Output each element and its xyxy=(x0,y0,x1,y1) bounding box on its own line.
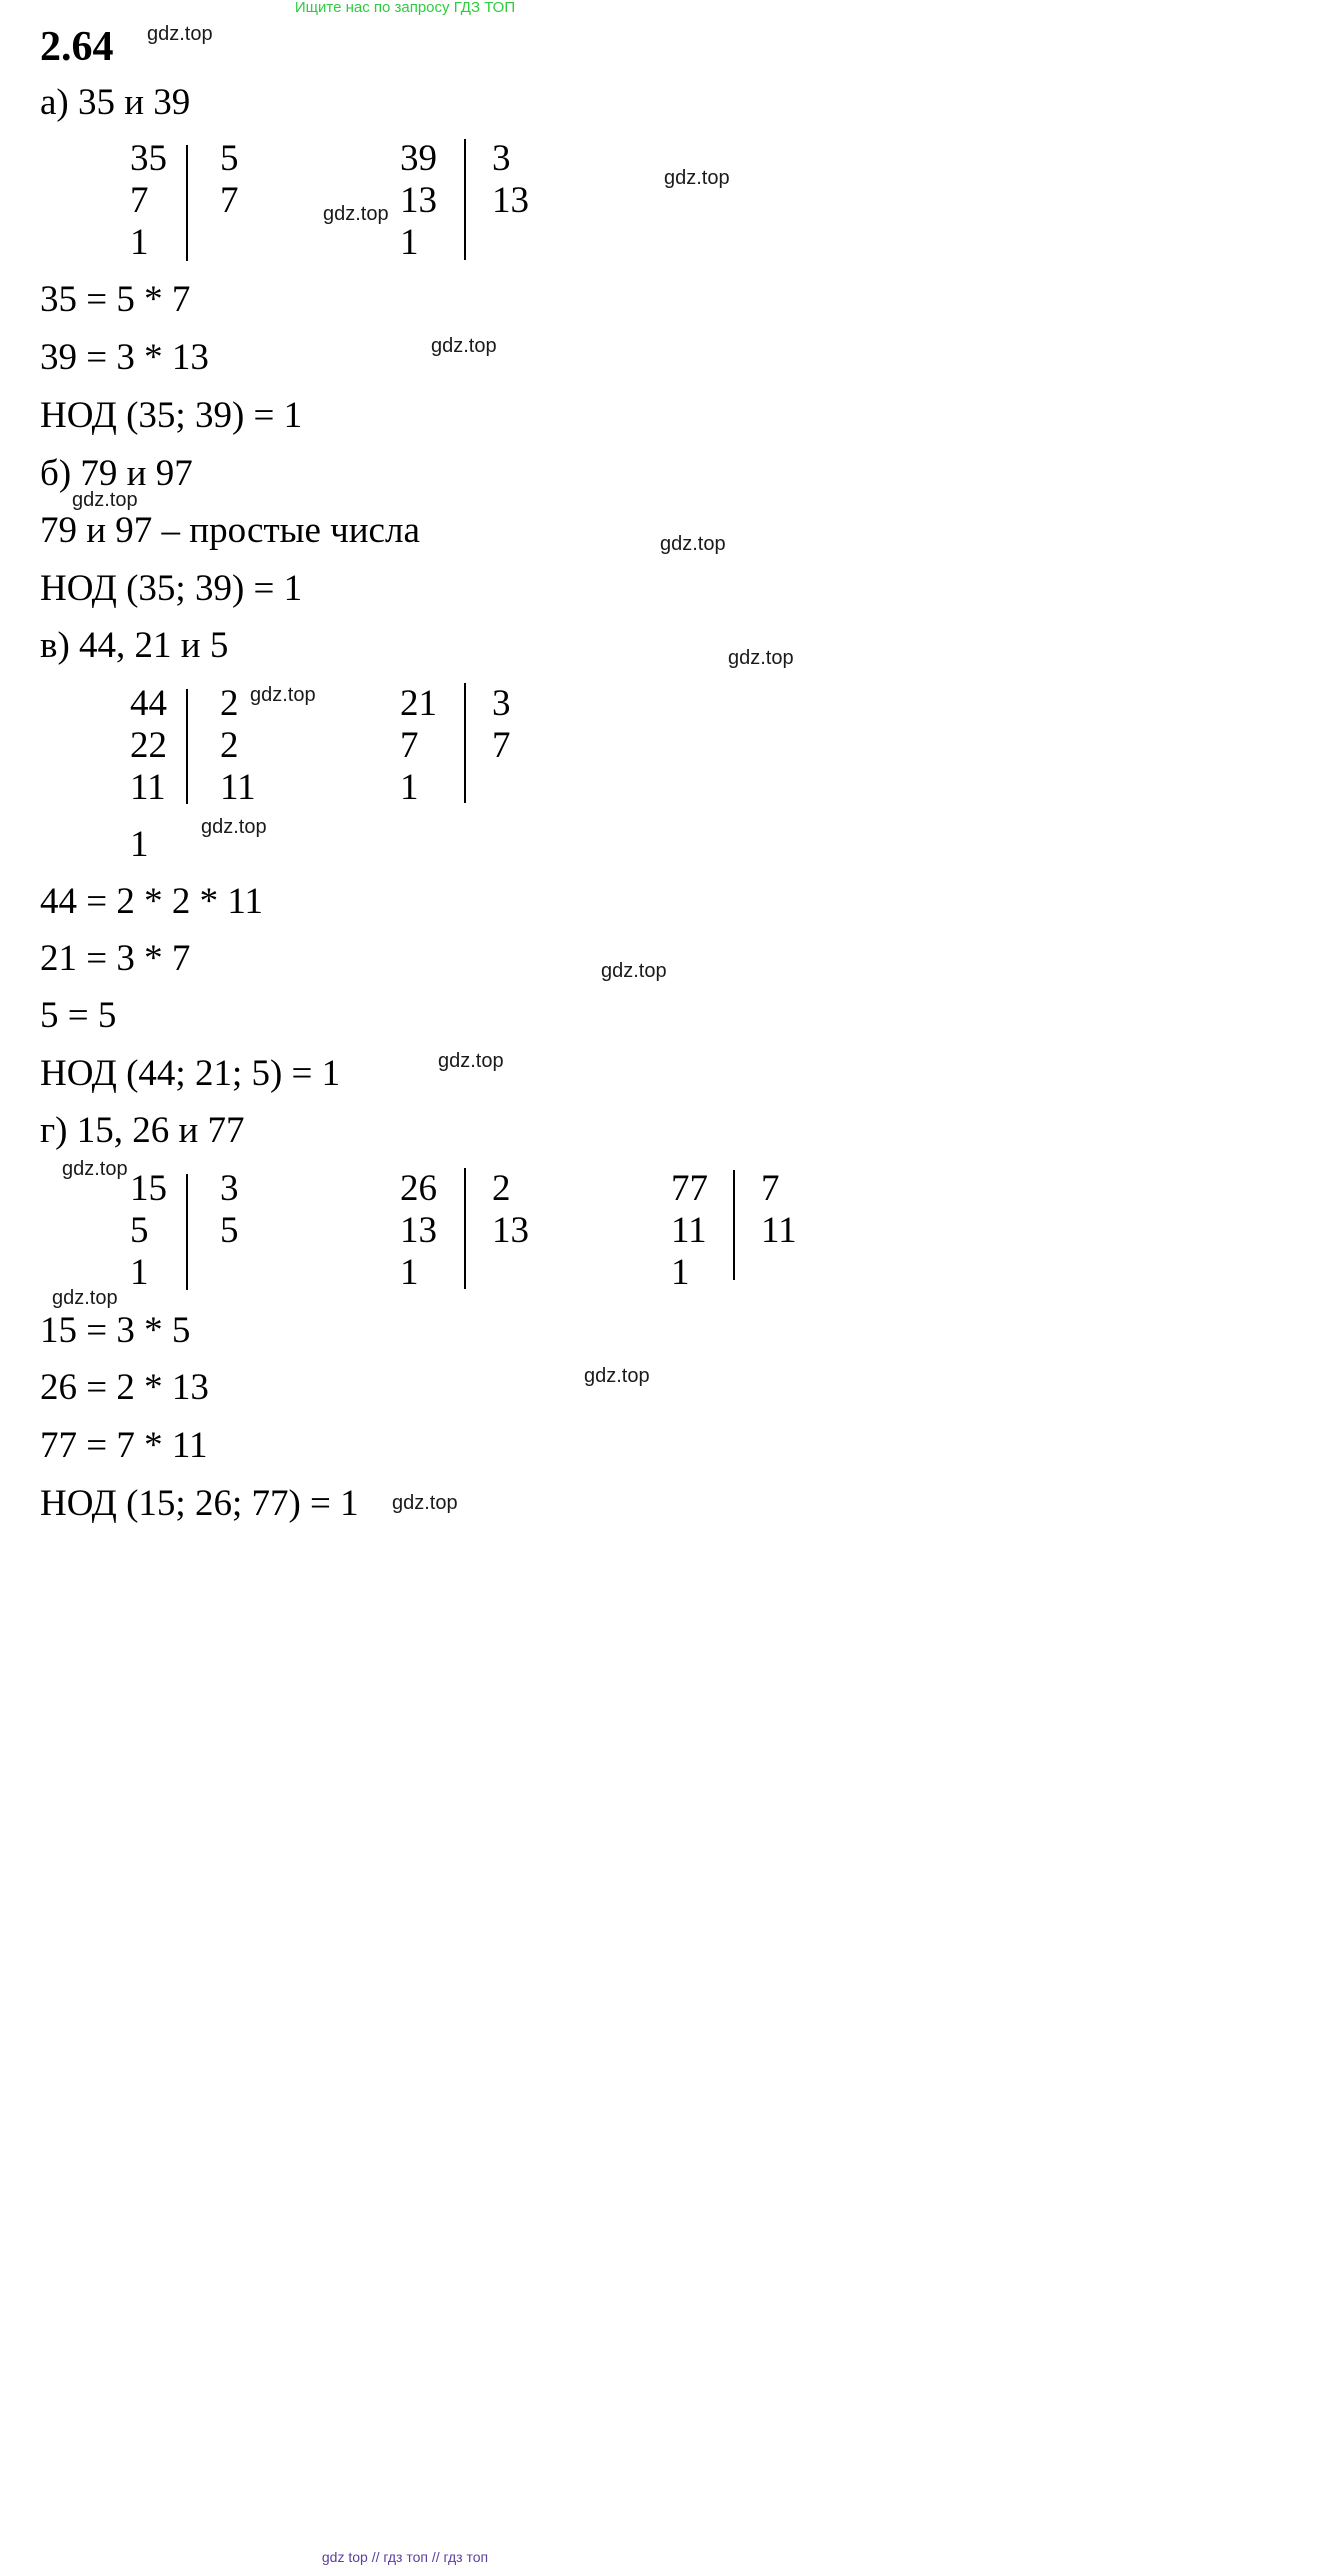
part-v-heading: в) 44, 21 и 5 xyxy=(40,625,229,666)
footer-links: gdz top // гдз топ // гдз топ xyxy=(321,2549,489,2565)
table-cell: 5 xyxy=(220,138,239,179)
watermark: gdz.top xyxy=(392,1492,458,1514)
table-cell: 13 xyxy=(492,1210,529,1251)
table-cell: 1 xyxy=(400,1252,419,1293)
table-cell: 3 xyxy=(492,138,511,179)
table-cell: 13 xyxy=(400,1210,437,1251)
watermark: gdz.top xyxy=(52,1287,118,1309)
table-cell: 3 xyxy=(492,683,511,724)
watermark: gdz.top xyxy=(438,1050,504,1072)
watermark: gdz.top xyxy=(147,23,213,45)
table-cell: 7 xyxy=(220,180,239,221)
table-cell: 11 xyxy=(671,1210,707,1251)
watermark: gdz.top xyxy=(201,816,267,838)
table-cell: 26 xyxy=(400,1168,437,1209)
equation-line: 26 = 2 * 13 xyxy=(40,1367,209,1408)
table-cell: 7 xyxy=(400,725,419,766)
table-cell: 1 xyxy=(130,1252,149,1293)
table-cell: 13 xyxy=(492,180,529,221)
watermark: gdz.top xyxy=(431,335,497,357)
equation-line: 39 = 3 * 13 xyxy=(40,337,209,378)
equation-line: 21 = 3 * 7 xyxy=(40,938,191,979)
watermark: gdz.top xyxy=(62,1158,128,1180)
table-cell: 2 xyxy=(492,1168,511,1209)
table-cell: 77 xyxy=(671,1168,708,1209)
watermark: gdz.top xyxy=(601,960,667,982)
equation-line: 15 = 3 * 5 xyxy=(40,1310,191,1351)
text-line: 79 и 97 – простые числа xyxy=(40,510,420,551)
part-b-heading: б) 79 и 97 xyxy=(40,453,193,494)
part-g-heading: г) 15, 26 и 77 xyxy=(40,1110,245,1151)
table-cell: 13 xyxy=(400,180,437,221)
division-bar xyxy=(186,145,188,261)
table-cell: 3 xyxy=(220,1168,239,1209)
table-cell: 7 xyxy=(492,725,511,766)
table-cell: 7 xyxy=(130,180,149,221)
problem-number: 2.64 xyxy=(40,24,114,70)
table-cell: 22 xyxy=(130,725,167,766)
table-cell: 1 xyxy=(130,824,149,865)
table-cell: 35 xyxy=(130,138,167,179)
table-cell: 1 xyxy=(400,222,419,263)
division-bar xyxy=(733,1170,735,1280)
table-cell: 15 xyxy=(130,1168,167,1209)
gcd-result: НОД (15; 26; 77) = 1 xyxy=(40,1483,359,1524)
division-bar xyxy=(464,683,466,803)
division-bar xyxy=(464,1168,466,1289)
table-cell: 21 xyxy=(400,683,437,724)
watermark: gdz.top xyxy=(72,489,138,511)
watermark: gdz.top xyxy=(250,684,316,706)
table-cell: 11 xyxy=(220,767,256,808)
watermark: gdz.top xyxy=(323,203,389,225)
table-cell: 44 xyxy=(130,683,167,724)
division-bar xyxy=(186,689,188,804)
equation-line: 35 = 5 * 7 xyxy=(40,279,191,320)
table-cell: 1 xyxy=(671,1252,690,1293)
gcd-result: НОД (44; 21; 5) = 1 xyxy=(40,1053,341,1094)
gcd-result: НОД (35; 39) = 1 xyxy=(40,395,303,436)
table-cell: 1 xyxy=(130,222,149,263)
part-a-heading: а) 35 и 39 xyxy=(40,82,191,123)
watermark: gdz.top xyxy=(664,167,730,189)
table-cell: 5 xyxy=(130,1210,149,1251)
division-bar xyxy=(464,139,466,260)
watermark: gdz.top xyxy=(584,1365,650,1387)
table-cell: 39 xyxy=(400,138,437,179)
equation-line: 44 = 2 * 2 * 11 xyxy=(40,881,263,922)
top-banner: Ищите нас по запросу ГДЗ ТОП xyxy=(294,0,516,16)
table-cell: 2 xyxy=(220,683,239,724)
watermark: gdz.top xyxy=(660,533,726,555)
division-bar xyxy=(186,1174,188,1290)
table-cell: 2 xyxy=(220,725,239,766)
equation-line: 5 = 5 xyxy=(40,995,117,1036)
gcd-result: НОД (35; 39) = 1 xyxy=(40,568,303,609)
table-cell: 11 xyxy=(130,767,166,808)
table-cell: 1 xyxy=(400,767,419,808)
watermark: gdz.top xyxy=(728,647,794,669)
table-cell: 7 xyxy=(761,1168,780,1209)
table-cell: 5 xyxy=(220,1210,239,1251)
equation-line: 77 = 7 * 11 xyxy=(40,1425,208,1466)
table-cell: 11 xyxy=(761,1210,797,1251)
